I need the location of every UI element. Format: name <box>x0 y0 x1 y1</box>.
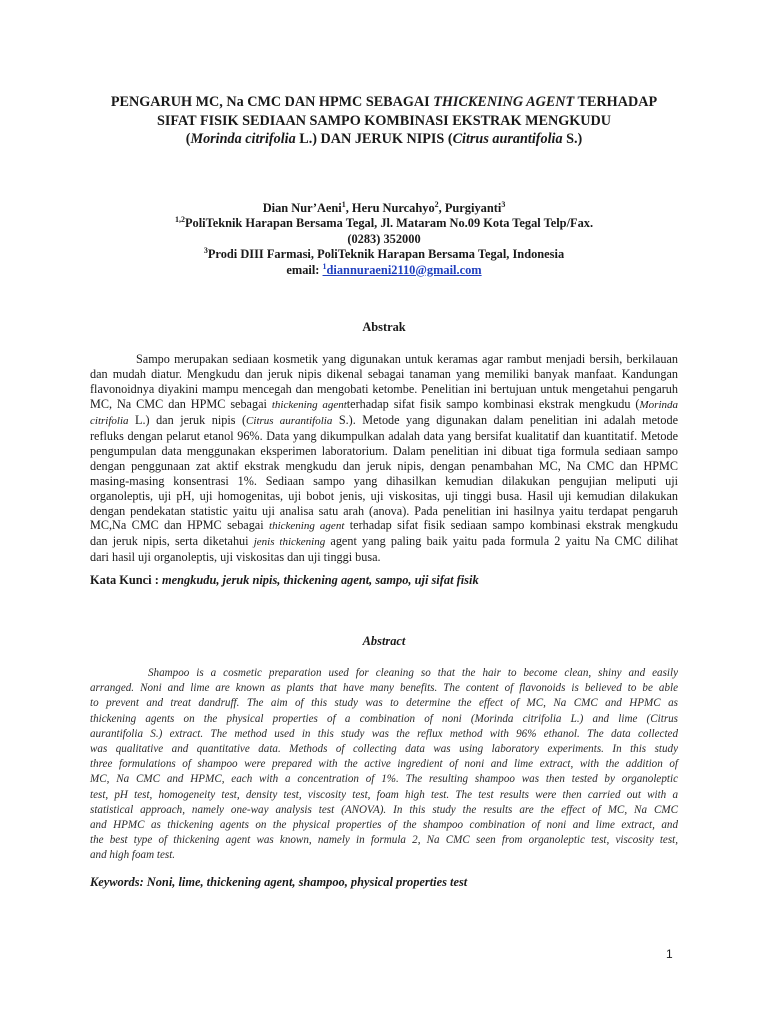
abstrak-heading: Abstrak <box>362 320 406 334</box>
affiliation-2: $^3$Prodi DIII Farmasi, PoliTeknik Harapan Bersama Tegal, Indonesia <box>203 246 565 262</box>
abstract-heading: Abstract <box>362 634 406 648</box>
affiliation-1: $^{1,2}$PoliTeknik Harapan Bersama Tegal, Jl. Mataram No.09 Kota Tegal Telp/Fax. <box>174 215 594 231</box>
author-names: Dian Nur’Aeni$^1$, Heru Nurcahyo$^2$, Purgiyanti$^3$ <box>262 199 506 215</box>
abstrak-text: Sampo merupakan sediaan kosmetik yang digunakan untuk keramas agar rambut menjadi bersih, berkilauan dan mudah diatur. Mengkudu dan jeruk nipis dikenal sebagai tanaman yang memiliki banyak manfaat. Kandungan flavonoidnya diyakini mampu mencegah dan mengobati ketombe. Penelitian ini bertujuan untuk mengetahui pengaruh MC, Na CMC dan HPMC sebagai thickening agentterhadap sifat fisik sampo kombinasi ekstrak mengkudu (Morinda citrifolia L.) dan jeruk nipis (Citrus aurantifolia S.). Metode yang digunakan dalam penelitian ini adalah metode refluks dengan pelarut etanol 96%. Data yang dikumpulkan adalah data yang bersifat kualitatif dan kuantitatif. Metode pengumpulan data menggunakan eksperimen laboratorium. Dalam penelitian ini dibuat tiga formula sediaan sampo dengan penggunaan zat aktif ekstrak mengkudu dan jeruk nipis, dengan penambahan MC, Na CMC dan HPMC masing-masing konsentrasi 1%. Sediaan sampo yang dihasilkan kemudian dilakukan pengujian meliputi uji organoleptis, uji pH, uji homogenitas, uji bobot jenis, uji viskositas, uji tinggi busa. Hasil uji kemudian dilakukan dengan pendekatan statistic yaitu uji analisa satu arah (anova). Pada penelitian ini hasilnya yaitu terdapat pengaruh MC,Na CMC dan HPMC sebagai thickening agent terhadap sifat fisik sediaan sampo kombinasi ekstrak mengkudu dan jeruk nipis, serta diketahui jenis thickening agent yang paling baik yaitu pada formula 2 yaitu Na CMC dilihat dari hasil uji organoleptis, uji viskositas dan uji tinggi busa. <box>90 352 678 565</box>
email-link[interactable]: $^1$diannuraeni2110@gmail.com <box>322 261 482 277</box>
page-number: 1 <box>666 947 673 961</box>
title-line-1: PENGARUH MC, Na CMC DAN HPMC SEBAGAI THICKENING AGENT TERHADAP <box>110 94 658 110</box>
kata-kunci: Kata Kunci : mengkudu, jeruk nipis, thickening agent, sampo, uji sifat fisik <box>90 573 479 587</box>
keywords-en: Keywords: Noni, lime, thickening agent, shampoo, physical properties test <box>90 875 468 889</box>
author-email: email: $^1$diannuraeni2110@gmail.com <box>286 261 482 277</box>
abstract-text: Shampoo is a cosmetic preparation used for cleaning so that the hair to become clean, shiny and easily arranged. Noni and lime are known as plants that have many benefits. The content of flavonoids is believed to be able to prevent and treat dandruff. The aim of this study was to determine the effect of MC, Na CMC and HPMC as thickening agents on the physical properties of a combination of noni (Morinda citrifolia L.) and lime (Citrus aurantifolia S.) extract. The method used in this study was the reflux method with 96% ethanol. The data collected was qualitative and quantitative data. Methods of collecting data was using laboratory experiments. In this study three formulations of shampoo were prepared with the active ingredient of noni and lime extract, with the addition of MC, Na CMC and HPMC, each with a concentration of 1%. The resulting shampoo was then tested by organoleptic test, pH test, homogeneity test, density test, viscosity test, foam high test. The test results were then carried out with a statistical approach, namely one-way analysis test (ANOVA). In this study the results are the effect of MC, Na CMC and HPMC as thickening agents on the physical properties of the shampoo combination of noni and lime extract, and the best type of thickening agent was known, namely in formula 2, Na CMC seen from organoleptic test, viscosity test, and high foam test. <box>90 667 678 862</box>
title-line-3: (Morinda citrifolia L.) DAN JERUK NIPIS (Citrus aurantifolia S.) <box>185 131 583 147</box>
paper-title <box>70 93 698 149</box>
affiliation-1-phone: (0283) 352000 <box>347 231 421 246</box>
author-block <box>70 201 698 278</box>
title-line-2: SIFAT FISIK SEDIAAN SAMPO KOMBINASI EKSTRAK MENGKUDU <box>156 112 612 129</box>
